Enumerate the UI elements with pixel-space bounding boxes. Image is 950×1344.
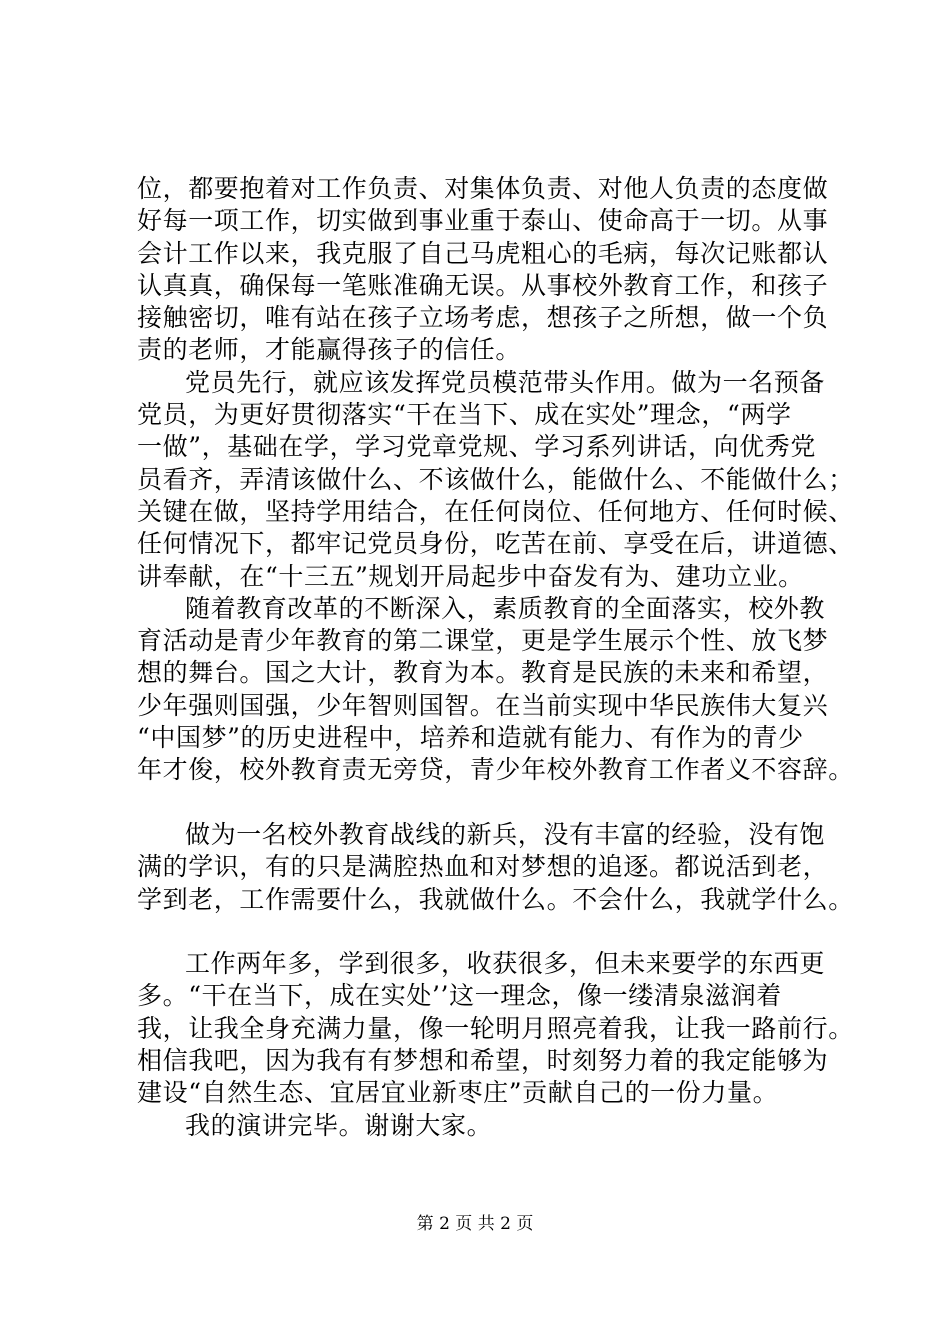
blank-line bbox=[137, 916, 857, 948]
text-line: 员看齐，弄清该做什么、不该做什么，能做什么、不能做什么； bbox=[137, 464, 854, 494]
text-line: 责的老师，才能赢得孩子的信任。 bbox=[137, 335, 522, 365]
speech-body bbox=[137, 173, 857, 1142]
text-line: 满的学识，有的只是满腔热血和对梦想的追逐。都说活到老， bbox=[137, 852, 829, 882]
text-line: 任何情况下，都牢记党员身份，吃苦在前、享受在后，讲道德、 bbox=[137, 529, 854, 559]
text-line: 讲奉献，在“十三五”规划开局起步中奋发有为、建功立业。 bbox=[137, 561, 804, 591]
text-line: 想的舞台。国之大计，教育为本。教育是民族的未来和希望， bbox=[137, 658, 829, 688]
text-line: 相信我吧，因为我有有梦想和希望，时刻努力着的我定能够为 bbox=[137, 1046, 829, 1076]
paragraph-first-line: 随着教育改革的不断深入，素质教育的全面落实，校外教 bbox=[185, 593, 826, 623]
paragraph-first-line: 做为一名校外教育战线的新兵，没有丰富的经验，没有饱 bbox=[185, 819, 826, 849]
paragraph-first-line: 我的演讲完毕。谢谢大家。 bbox=[185, 1110, 493, 1140]
text-line: 建设“自然生态、宜居宜业新枣庄”贡献自己的一份力量。 bbox=[137, 1078, 779, 1108]
text-line: 学到老，工作需要什么，我就做什么。不会什么，我就学什么。 bbox=[137, 884, 854, 914]
text-line: 好每一项工作，切实做到事业重于泰山、使命高于一切。从事 bbox=[137, 206, 829, 236]
text-line: 接触密切，唯有站在孩子立场考虑，想孩子之所想，做一个负 bbox=[137, 303, 829, 333]
text-line: 育活动是青少年教育的第二课堂，更是学生展示个性、放飞梦 bbox=[137, 626, 829, 656]
text-line: 关键在做，坚持学用结合，在任何岗位、任何地方、任何时候、 bbox=[137, 496, 854, 526]
paragraph-first-line: 党员先行，就应该发挥党员模范带头作用。做为一名预备 bbox=[185, 367, 826, 397]
page-number-footer: 第 2 页 共 2 页 bbox=[416, 1214, 534, 1234]
text-line: 年才俊，校外教育责无旁贷，青少年校外教育工作者义不容辞。 bbox=[137, 755, 854, 785]
blank-line bbox=[137, 787, 857, 819]
text-line: 一做”，基础在学，学习党章党规、学习系列讲话，向优秀党 bbox=[137, 432, 816, 462]
text-line: 会计工作以来，我克服了自己马虎粗心的毛病，每次记账都认 bbox=[137, 238, 829, 268]
text-line: “中国梦”的历史进程中，培养和造就有能力、有作为的青少 bbox=[137, 723, 804, 753]
text-line: 党员，为更好贯彻落实“干在当下、成在实处”理念，“两学 bbox=[137, 400, 792, 430]
text-line: 位，都要抱着对工作负责、对集体负责、对他人负责的态度做 bbox=[137, 174, 829, 203]
text-line: 我，让我全身充满力量，像一轮明月照亮着我，让我一路前行。 bbox=[137, 1013, 854, 1043]
text-line: 多。“干在当下，成在实处’’这一理念，像一缕清泉滋润着 bbox=[137, 981, 782, 1011]
paragraph-first-line: 工作两年多，学到很多，收获很多，但未来要学的东西更 bbox=[185, 949, 826, 979]
text-line: 认真真，确保每一笔账准确无误。从事校外教育工作，和孩子 bbox=[137, 270, 829, 300]
text-line: 少年强则国强，少年智则国智。在当前实现中华民族伟大复兴 bbox=[137, 690, 829, 720]
